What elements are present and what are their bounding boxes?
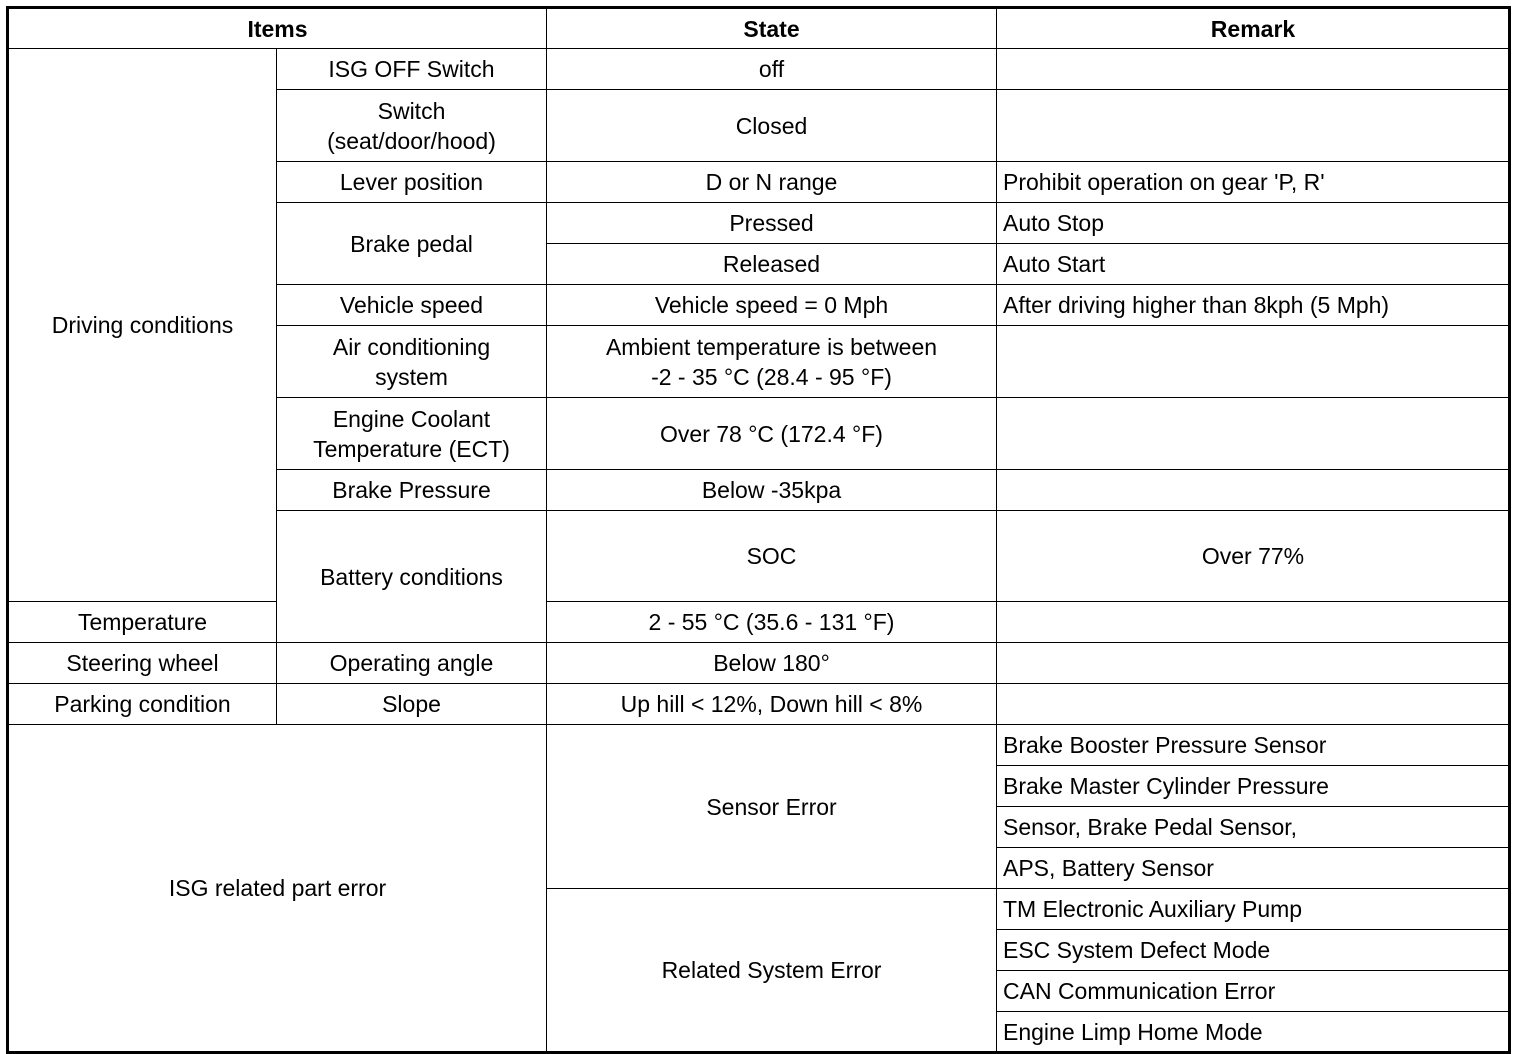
item-air-conditioning-line1: Air conditioning xyxy=(332,333,491,360)
item-isg-off-switch: ISG OFF Switch xyxy=(277,49,547,90)
item-air-conditioning-line2: system xyxy=(375,363,448,390)
remark-switch xyxy=(997,90,1510,162)
header-remark: Remark xyxy=(997,8,1510,49)
item-ect xyxy=(277,398,547,470)
header-items: Items xyxy=(8,8,547,49)
state-brake-pressure: Below -35kpa xyxy=(547,470,997,511)
table-row xyxy=(8,643,1510,684)
state-operating-angle: Below 180° xyxy=(547,643,997,684)
item-soc: SOC xyxy=(547,511,997,602)
table-row xyxy=(8,725,1510,766)
item-switch-line2: (seat/door/hood) xyxy=(327,127,496,154)
table-row xyxy=(8,602,1510,643)
state-isg-off-switch: off xyxy=(547,49,997,90)
isg-conditions-table xyxy=(6,6,1511,1054)
state-air-conditioning-line2: -2 - 35 °C (28.4 - 95 °F) xyxy=(651,363,892,390)
remark-system-error-1: TM Electronic Auxiliary Pump xyxy=(997,889,1510,930)
category-steering-wheel: Steering wheel xyxy=(8,643,277,684)
table-row xyxy=(8,684,1510,725)
remark-sensor-error-4: APS, Battery Sensor xyxy=(997,848,1510,889)
item-switch xyxy=(277,90,547,162)
remark-slope xyxy=(997,684,1510,725)
remark-air-conditioning xyxy=(997,326,1510,398)
state-ect: Over 78 °C (172.4 °F) xyxy=(547,398,997,470)
remark-sensor-error-2: Brake Master Cylinder Pressure xyxy=(997,766,1510,807)
state-brake-released: Released xyxy=(547,244,997,285)
state-air-conditioning xyxy=(547,326,997,398)
item-ect-line2: Temperature (ECT) xyxy=(313,435,510,462)
remark-isg-off-switch xyxy=(997,49,1510,90)
category-driving-conditions: Driving conditions xyxy=(8,49,277,602)
state-battery-temperature: 2 - 55 °C (35.6 - 131 °F) xyxy=(547,602,997,643)
remark-sensor-error-3: Sensor, Brake Pedal Sensor, xyxy=(997,807,1510,848)
state-soc: Over 77% xyxy=(997,511,1510,602)
remark-sensor-error-1: Brake Booster Pressure Sensor xyxy=(997,725,1510,766)
remark-battery-temperature xyxy=(997,602,1510,643)
state-air-conditioning-line1: Ambient temperature is between xyxy=(605,333,938,360)
item-operating-angle: Operating angle xyxy=(277,643,547,684)
remark-vehicle-speed: After driving higher than 8kph (5 Mph) xyxy=(997,285,1510,326)
item-lever-position: Lever position xyxy=(277,162,547,203)
item-air-conditioning xyxy=(277,326,547,398)
header-state: State xyxy=(547,8,997,49)
remark-brake-released: Auto Start xyxy=(997,244,1510,285)
remark-system-error-2: ESC System Defect Mode xyxy=(997,930,1510,971)
category-battery-conditions: Battery conditions xyxy=(277,511,547,643)
remark-brake-pressed: Auto Stop xyxy=(997,203,1510,244)
header-row xyxy=(8,8,1510,49)
state-lever-position: D or N range xyxy=(547,162,997,203)
item-slope: Slope xyxy=(277,684,547,725)
remark-ect xyxy=(997,398,1510,470)
item-switch-line1: Switch xyxy=(377,97,446,124)
remark-brake-pressure xyxy=(997,470,1510,511)
state-vehicle-speed: Vehicle speed = 0 Mph xyxy=(547,285,997,326)
item-brake-pressure: Brake Pressure xyxy=(277,470,547,511)
state-sensor-error: Sensor Error xyxy=(547,725,997,889)
category-parking-condition: Parking condition xyxy=(8,684,277,725)
remark-system-error-4: Engine Limp Home Mode xyxy=(997,1012,1510,1053)
category-isg-related-part-error: ISG related part error xyxy=(8,725,547,1053)
state-related-system-error: Related System Error xyxy=(547,889,997,1053)
state-slope: Up hill < 12%, Down hill < 8% xyxy=(547,684,997,725)
item-ect-line1: Engine Coolant xyxy=(332,405,491,432)
item-vehicle-speed: Vehicle speed xyxy=(277,285,547,326)
state-brake-pressed: Pressed xyxy=(547,203,997,244)
remark-lever-position: Prohibit operation on gear 'P, R' xyxy=(997,162,1510,203)
remark-operating-angle xyxy=(997,643,1510,684)
state-switch: Closed xyxy=(547,90,997,162)
item-brake-pedal: Brake pedal xyxy=(277,203,547,285)
table-row xyxy=(8,49,1510,90)
item-battery-temperature: Temperature xyxy=(8,602,277,643)
remark-system-error-3: CAN Communication Error xyxy=(997,971,1510,1012)
